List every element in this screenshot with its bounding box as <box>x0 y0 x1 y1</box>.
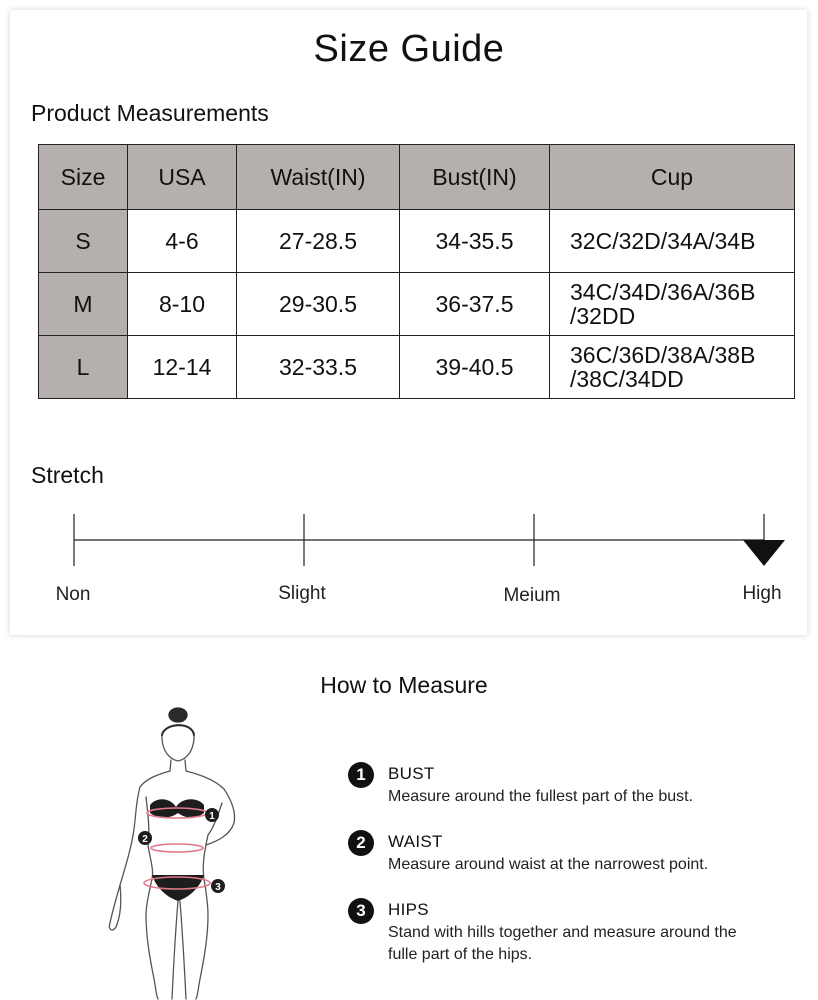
svg-text:2: 2 <box>142 834 148 845</box>
cup-line-1: 32C/32D/34A/34B <box>570 228 756 254</box>
column-header-cup: Cup <box>550 145 795 210</box>
stretch-label-slight: Slight <box>278 583 326 604</box>
waist-cell: 27-28.5 <box>237 210 400 273</box>
how-to-measure-title: How to Measure <box>320 672 488 698</box>
stretch-label-high: High <box>742 583 782 604</box>
table-header-row <box>39 145 795 210</box>
column-header-waist: Waist(IN) <box>237 145 400 210</box>
usa-cell: 8-10 <box>128 273 237 336</box>
column-header-bust: Bust(IN) <box>400 145 550 210</box>
table-row <box>39 336 795 399</box>
svg-text:1: 1 <box>209 811 215 822</box>
step-description: Stand with hills together and measure around the fulle part of the hips. <box>388 924 737 963</box>
page-title: Size Guide <box>313 28 505 70</box>
usa-cell: 12-14 <box>128 336 237 399</box>
stretch-indicator-icon <box>743 540 785 566</box>
table-row <box>39 210 795 273</box>
product-measurements-label: Product Measurements <box>31 100 269 126</box>
body-measure-illustration <box>100 705 270 1000</box>
bust-cell: 34-35.5 <box>400 210 550 273</box>
table-row <box>39 273 795 336</box>
cup-line-2: /38C/34DD <box>570 366 684 392</box>
cup-line-1: 36C/36D/38A/38B <box>570 342 756 368</box>
stretch-label: Stretch <box>31 462 104 488</box>
step-number-badge: 2 <box>348 830 374 856</box>
step-number-badge: 3 <box>348 898 374 924</box>
stretch-label-medium: Meium <box>503 585 561 606</box>
bust-cell: 39-40.5 <box>400 336 550 399</box>
size-cell: M <box>39 273 128 336</box>
column-header-usa: USA <box>128 145 237 210</box>
column-header-size: Size <box>39 145 128 210</box>
step-description: Measure around the fullest part of the bust. <box>388 788 694 805</box>
svg-text:3: 3 <box>215 882 221 893</box>
usa-cell: 4-6 <box>128 210 237 273</box>
step-title: BUST <box>388 764 435 783</box>
cup-cell <box>550 210 795 273</box>
step-description: Measure around waist at the narrowest point. <box>388 856 709 873</box>
step-title: WAIST <box>388 832 443 851</box>
cup-line-2: /32DD <box>570 303 636 329</box>
cup-line-1: 34C/34D/36A/36B <box>570 279 756 305</box>
size-cell: L <box>39 336 128 399</box>
cup-cell <box>550 336 795 399</box>
size-table <box>38 144 795 399</box>
waist-cell: 32-33.5 <box>237 336 400 399</box>
waist-cell: 29-30.5 <box>237 273 400 336</box>
step-title: HIPS <box>388 900 429 919</box>
step-number-badge: 1 <box>348 762 374 788</box>
stretch-scale <box>0 500 818 580</box>
bust-cell: 36-37.5 <box>400 273 550 336</box>
size-cell: S <box>39 210 128 273</box>
stretch-label-non: Non <box>55 584 91 605</box>
cup-cell <box>550 273 795 336</box>
